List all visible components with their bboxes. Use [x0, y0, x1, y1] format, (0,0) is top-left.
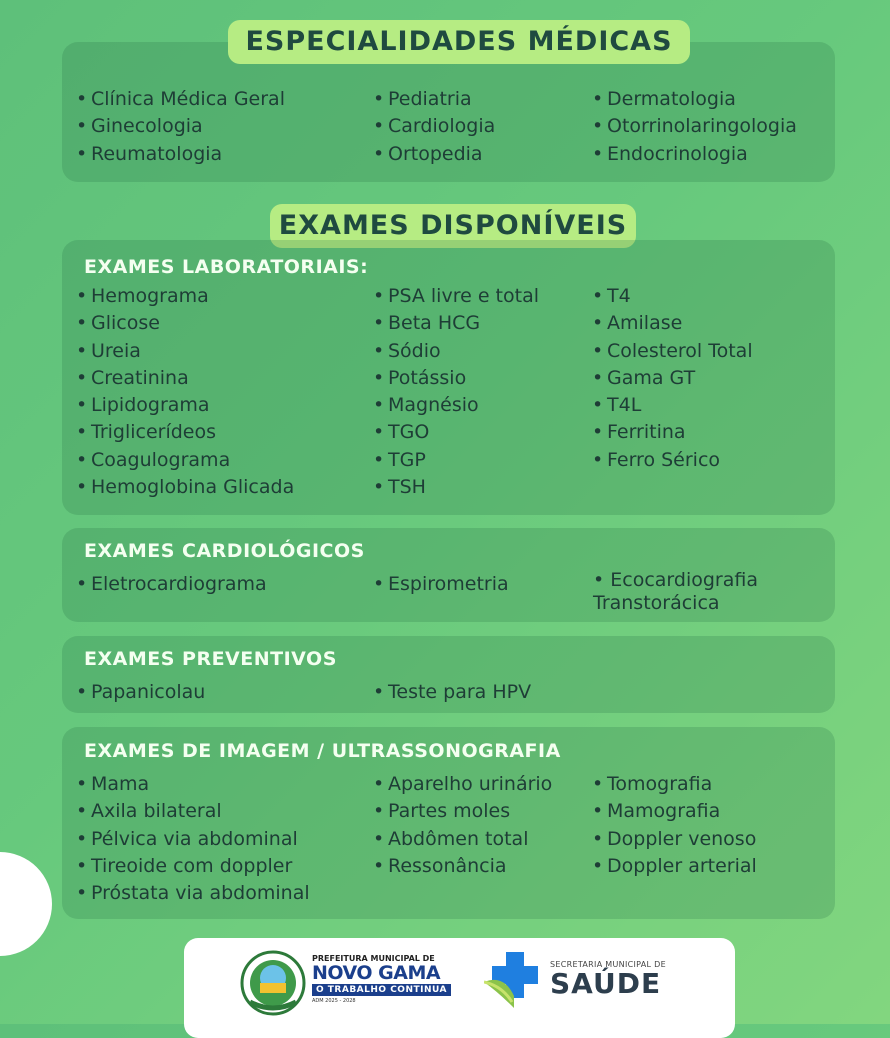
list-item: • TGP	[373, 447, 539, 474]
secretaria-text	[550, 960, 666, 999]
img-col2	[373, 771, 552, 880]
list-item: • Ressonância	[373, 853, 552, 880]
cardio-col2	[373, 571, 509, 598]
list-item: • Hemograma	[76, 283, 294, 310]
list-item: • Gama GT	[592, 365, 753, 392]
list-item: • Triglicerídeos	[76, 419, 294, 446]
laboratoriais-title: EXAMES LABORATORIAIS:	[84, 256, 369, 278]
list-item: • Ginecologia	[76, 113, 285, 140]
list-item: • TGO	[373, 419, 539, 446]
saude-cross-icon	[484, 952, 548, 1008]
list-item: • Dermatologia	[592, 86, 797, 113]
list-item: • Tireoide com doppler	[76, 853, 310, 880]
list-item: • Ferro Sérico	[592, 447, 753, 474]
prefeitura-slogan: O TRABALHO CONTINUA	[312, 984, 451, 996]
list-item: • Espirometria	[373, 571, 509, 598]
cardiologicos-title: EXAMES CARDIOLÓGICOS	[84, 540, 365, 562]
preventivos-panel	[62, 636, 835, 713]
list-item: • Pélvica via abdominal	[76, 826, 310, 853]
lab-col1	[76, 283, 294, 501]
list-item: • Cardiologia	[373, 113, 495, 140]
especialidades-col2	[373, 86, 495, 168]
footer-logos	[184, 938, 735, 1038]
list-item: • Amilase	[592, 310, 753, 337]
list-item: • Doppler arterial	[592, 853, 757, 880]
list-item: • Ureia	[76, 338, 294, 365]
list-item: • Teste para HPV	[373, 679, 531, 706]
cardio-col1	[76, 571, 267, 598]
list-item: • Potássio	[373, 365, 539, 392]
imagem-panel	[62, 727, 835, 919]
list-item: • Eletrocardiograma	[76, 571, 267, 598]
prefeitura-text	[312, 954, 451, 1004]
list-item: • Pediatria	[373, 86, 495, 113]
secretaria-name: SAÚDE	[550, 967, 662, 1000]
list-item: • Abdômen total	[373, 826, 552, 853]
especialidades-title: ESPECIALIDADES MÉDICAS	[228, 20, 690, 64]
exames-title: EXAMES DISPONÍVEIS	[270, 204, 636, 248]
lab-col2	[373, 283, 539, 501]
lab-col3	[592, 283, 753, 474]
prefeitura-name: NOVO GAMA	[312, 962, 441, 984]
cardio-ecocardiografia-line2: Transtorácica	[593, 592, 720, 614]
list-item: • Papanicolau	[76, 679, 205, 706]
list-item: • TSH	[373, 474, 539, 501]
list-item: • T4L	[592, 392, 753, 419]
list-item: • Beta HCG	[373, 310, 539, 337]
list-item: • T4	[592, 283, 753, 310]
list-item: • Coagulograma	[76, 447, 294, 474]
list-item: • Creatinina	[76, 365, 294, 392]
prefeitura-line1: PREFEITURA MUNICIPAL DE	[312, 954, 435, 963]
list-item: • Lipidograma	[76, 392, 294, 419]
img-col3	[592, 771, 757, 880]
prev-col2	[373, 679, 531, 706]
list-item: • Partes moles	[373, 798, 552, 825]
list-item: • PSA livre e total	[373, 283, 539, 310]
list-item: • Mamografia	[592, 798, 757, 825]
imagem-title: EXAMES DE IMAGEM / ULTRASSONOGRAFIA	[84, 740, 561, 762]
decorative-circle	[0, 852, 52, 956]
list-item: • Reumatologia	[76, 141, 285, 168]
prefeitura-term: ADM 2025 - 2028	[312, 998, 356, 1004]
prefeitura-seal-icon	[240, 950, 306, 1016]
list-item: • Otorrinolaringologia	[592, 113, 797, 140]
list-item: • Aparelho urinário	[373, 771, 552, 798]
list-item: • Magnésio	[373, 392, 539, 419]
list-item: • Sódio	[373, 338, 539, 365]
cardio-col3	[593, 569, 758, 615]
list-item: • Mama	[76, 771, 310, 798]
cardio-ecocardiografia-line1: • Ecocardiografia	[593, 569, 758, 591]
list-item: • Endocrinologia	[592, 141, 797, 168]
especialidades-col1	[76, 86, 285, 168]
list-item: • Doppler venoso	[592, 826, 757, 853]
especialidades-col3	[592, 86, 797, 168]
cardiologicos-panel	[62, 528, 835, 622]
preventivos-title: EXAMES PREVENTIVOS	[84, 648, 337, 670]
list-item: • Axila bilateral	[76, 798, 310, 825]
img-col1	[76, 771, 310, 907]
list-item: • Glicose	[76, 310, 294, 337]
list-item: • Ferritina	[592, 419, 753, 446]
list-item: • Hemoglobina Glicada	[76, 474, 294, 501]
secretaria-line1: SECRETARIA MUNICIPAL DE	[550, 960, 666, 969]
list-item: • Próstata via abdominal	[76, 880, 310, 907]
laboratoriais-panel	[62, 240, 835, 515]
list-item: • Colesterol Total	[592, 338, 753, 365]
list-item: • Clínica Médica Geral	[76, 86, 285, 113]
list-item: • Ortopedia	[373, 141, 495, 168]
list-item: • Tomografia	[592, 771, 757, 798]
prev-col1	[76, 679, 205, 706]
